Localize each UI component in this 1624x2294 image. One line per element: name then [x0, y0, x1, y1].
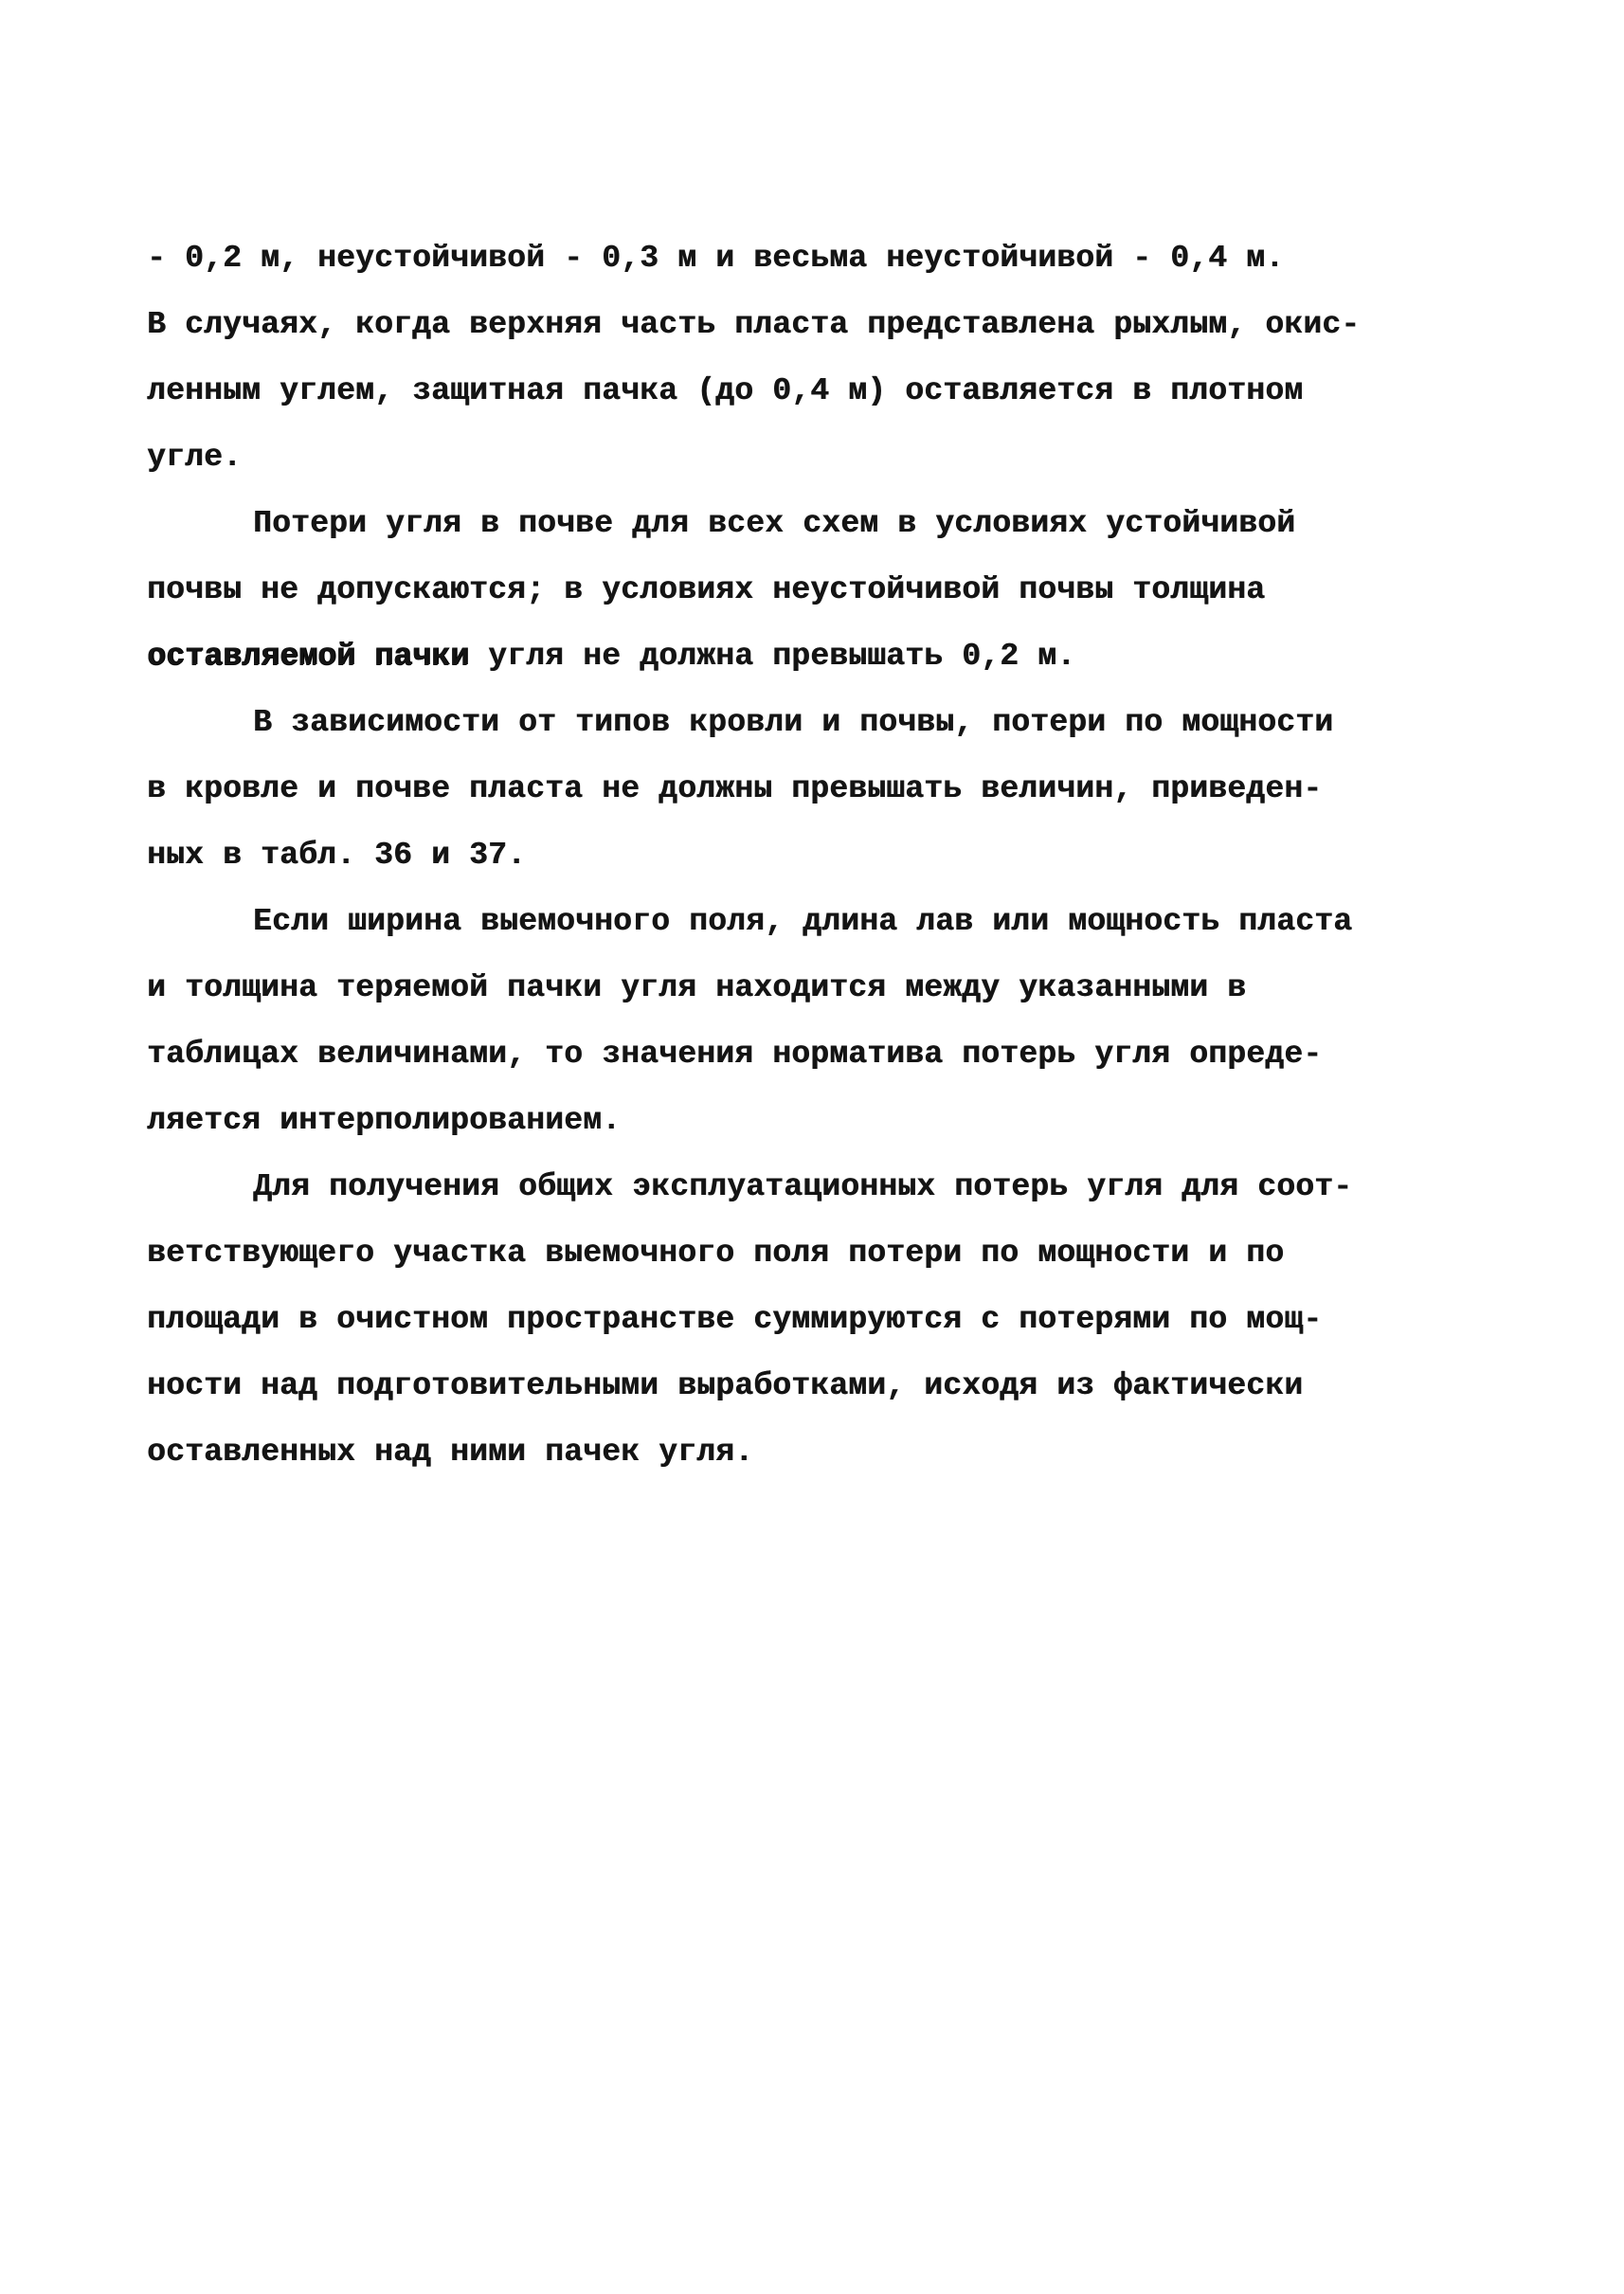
text-line: площади в очистном пространстве суммируются с потерями по мощ- [147, 1302, 1323, 1337]
text-line: ленным углем, защитная пачка (до 0,4 м) оставляется в плотном [147, 373, 1304, 408]
text-line: В случаях, когда верхняя часть пласта представлена рыхлым, окис- [147, 307, 1361, 342]
text-line: в кровле и почве пласта не должны превышать величин, приведен- [147, 771, 1323, 806]
text-line: таблицах величинами, то значения норматива потерь угля опреде- [147, 1037, 1323, 1072]
emphasized-phrase: оставляемой пачки [147, 639, 470, 674]
text-line [147, 623, 1492, 690]
text-line: оставленных над ними пачек угля. [147, 1435, 754, 1470]
text-fragment: угля не должна превышать 0,2 м. [469, 639, 1076, 674]
text-line: ляется интерполированием. [147, 1103, 622, 1138]
text-line: ных в табл. 36 и 37. [147, 838, 527, 873]
paragraph-start-line: В зависимости от типов кровли и почвы, потери по мощности [253, 705, 1334, 740]
text-line: ветствующего участка выемочного поля потери по мощности и по [147, 1236, 1285, 1271]
text-line: почвы не допускаются; в условиях неустойчивой почвы толщина [147, 572, 1266, 607]
paragraph-start-line: Потери угля в почве для всех схем в условиях устойчивой [253, 506, 1296, 541]
text-line: - 0,2 м, неустойчивой - 0,3 м и весьма неустойчивой - 0,4 м. [147, 241, 1285, 276]
body-text [147, 226, 1492, 1486]
paragraph-start-line: Для получения общих эксплуатационных потерь угля для соот- [253, 1169, 1353, 1204]
text-line: и толщина теряемой пачки угля находится между указанными в [147, 970, 1247, 1005]
text-line: ности над подготовительными выработками, исходя из фактически [147, 1368, 1304, 1403]
text-line: угле. [147, 440, 243, 475]
paragraph-start-line: Если ширина выемочного поля, длина лав или мощность пласта [253, 904, 1353, 939]
